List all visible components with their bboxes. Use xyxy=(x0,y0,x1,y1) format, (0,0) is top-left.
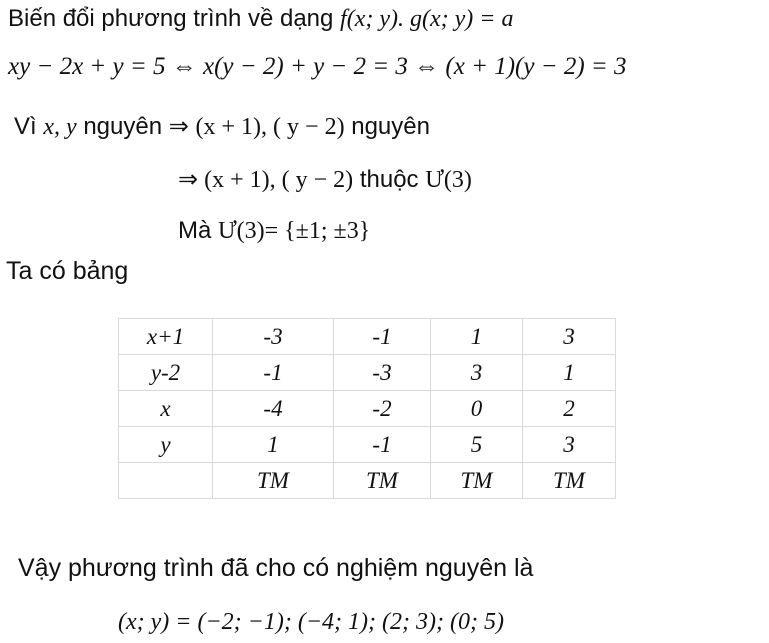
table-row-header xyxy=(119,463,213,499)
values-table xyxy=(118,318,616,499)
table-cell: 5 xyxy=(431,427,523,463)
target-form-expression: f(x; y). g(x; y) = a xyxy=(340,6,514,32)
table-cell: 1 xyxy=(431,319,523,355)
table-cell: 2 xyxy=(523,391,616,427)
table-cell: TM xyxy=(334,463,431,499)
divisor-set-values: Ư(3)= {±1; ±3} xyxy=(218,218,371,244)
table-cell: -3 xyxy=(334,355,431,391)
table-cell: TM xyxy=(523,463,616,499)
table-cell: 3 xyxy=(523,319,616,355)
reason-text-3: nguyên xyxy=(344,113,430,140)
table-cell: -1 xyxy=(213,355,334,391)
transform-instruction xyxy=(8,4,513,34)
variables-math: x, y xyxy=(43,114,77,140)
table-row-header: y-2 xyxy=(119,355,213,391)
table-row xyxy=(119,463,616,499)
equation-chain: xy − 2x + y = 5 ⇔ x(y − 2) + y − 2 = 3 ⇔ (x + 1)(y − 2) = 3 xyxy=(8,53,627,80)
conclusion-text: Vậy phương trình đã cho có nghiệm nguyên là xyxy=(18,554,534,582)
table-row-header: x+1 xyxy=(119,319,213,355)
table-row xyxy=(119,391,616,427)
integer-reasoning-line xyxy=(14,112,430,142)
table-row xyxy=(119,319,616,355)
table-cell: 1 xyxy=(213,427,334,463)
solution-pairs-math: (x; y) = (−2; −1); (−4; 1); (2; 3); (0; 5) xyxy=(118,609,504,635)
table-cell: -2 xyxy=(334,391,431,427)
solution-set xyxy=(118,607,504,637)
table-cell: 3 xyxy=(523,427,616,463)
table-row-header: x xyxy=(119,391,213,427)
table-cell: TM xyxy=(431,463,523,499)
factors-implication-math: ⇒ (x + 1), ( y − 2) xyxy=(178,167,354,193)
factors-math: (x + 1), ( y − 2) xyxy=(195,114,345,140)
table-cell: 3 xyxy=(431,355,523,391)
table-cell: TM xyxy=(213,463,334,499)
table-row xyxy=(119,427,616,463)
table-intro: Ta có bảng xyxy=(6,257,129,285)
table-cell: 0 xyxy=(431,391,523,427)
divisor-set-line xyxy=(178,216,370,246)
reason-text-1: Vì xyxy=(14,113,44,140)
instruction-text: Biến đổi phương trình về dạng xyxy=(8,5,341,32)
table-cell: -1 xyxy=(334,319,431,355)
divisor-membership-line xyxy=(178,165,472,195)
divisor-set-math: Ư(3) xyxy=(425,167,472,193)
table-row-header: y xyxy=(119,427,213,463)
table-cell: -1 xyxy=(334,427,431,463)
table-cell: 1 xyxy=(523,355,616,391)
equation-transformation xyxy=(8,52,627,82)
but-text: Mà xyxy=(178,217,219,244)
table-cell: -3 xyxy=(213,319,334,355)
reason-text-2: nguyên ⇒ xyxy=(76,113,196,140)
table-row xyxy=(119,355,616,391)
table-cell: -4 xyxy=(213,391,334,427)
belongs-text: thuộc xyxy=(353,166,426,193)
